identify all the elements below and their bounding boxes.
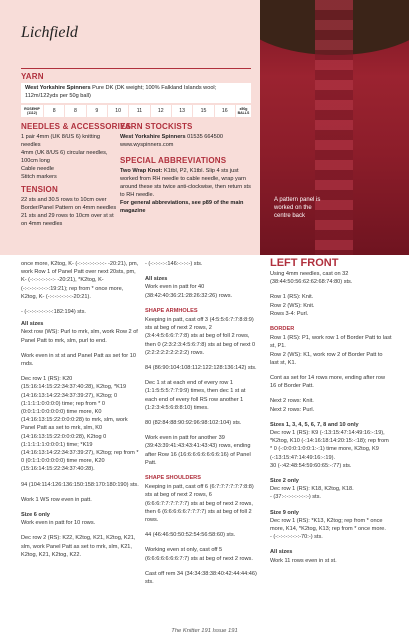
stockist-phone: 01535 664500 (187, 134, 223, 140)
row-line: Row 1 (RS): P1, work row 1 of Border Patt to last st, P1. (270, 335, 392, 350)
subhead: Size 9 only (270, 509, 299, 516)
section-title: LEFT FRONT (270, 257, 339, 269)
size-cell: 9 (86, 105, 107, 117)
size-cell: 8 (64, 105, 85, 117)
row-line: Next 2 rows: Knit. (270, 398, 314, 405)
row-line: Next 2 rows: Purl. (270, 406, 315, 413)
needles-heading: NEEDLES & ACCESSORIES (21, 122, 132, 131)
para: Dec row 1 (RS): K20 (15:16:14:15:22:34:37:40:28), K2tog, *K19 (14:16:13:14:22:34:37:39:27), K2tog; 0 (1:1:1:1:0:0:0:0) time; rep from * 0 (0:0:1:1:0:0:0:0:0) time more, K0 (14:16:13:15:22:0:0:0:28) to mrk, slm, work Panel Patt as set to mrk, slm, K0 (14:16:13:15:22:0:0:0:28), K2tog 0 (1:1:1:1:1:0:0:0:1) time; *K19 (14:16:13:14:22:34:37:39:27), K2tog; rep from * 0 (0:1:1:0:0:0:0:0) time more, K20 (15:16:14:15:22:34:37:40:28). (21, 376, 139, 473)
section-heading: SHAPE ARMHOLES (145, 307, 198, 314)
abbrev-more: For general abbreviations, see (120, 200, 201, 206)
column-3 (270, 256, 392, 565)
para: - (-:-:-:-:-:146:-:-:-:-) sts. (145, 261, 203, 267)
subhead: Size 6 only (21, 512, 50, 519)
stockists-text (120, 133, 255, 149)
para: 94 (104:114:126:136:150:158:170:180:190) sts. (21, 481, 139, 488)
section-heading: SHAPE SHOULDERS (145, 475, 201, 482)
pattern-title: Lichfield (21, 24, 78, 41)
needles-line: Cable needle (21, 166, 54, 172)
tension-line: 21 sts and 29 rows to 10cm over st st on 4mm needles (21, 213, 114, 227)
para: - (37:-:-:-:-:-:-:-:-) sts. (270, 494, 321, 501)
subhead: All sizes (145, 276, 168, 283)
needles-line: Stitch markers (21, 174, 57, 180)
row-line: Row 2 (WS): Knit. (270, 302, 315, 309)
needles-list (21, 133, 117, 181)
para: Work 11 rows even in st st. (270, 557, 337, 564)
size-cell: 13 (171, 105, 192, 117)
abbrev-heading: SPECIAL ABBREVIATIONS (120, 156, 227, 165)
para: - (-:-:-:-:-:-:-:-70:-) sts. (270, 534, 323, 541)
para: Work 1 WS row even in patt. (21, 496, 92, 503)
subhead: Sizes 1, 3, 4, 5, 6, 7, 8 and 10 only (270, 421, 359, 428)
tension-heading: TENSION (21, 185, 58, 194)
para: 84 (86:90:104:108:112:122:128:136:142) sts. (145, 365, 257, 372)
para: Next row (WS): Purl to mrk, slm, work Row 2 of Panel Patt to mrk, slm, purl to end. (21, 329, 138, 344)
para: 44 (46:46:50:50:52:54:56:58:60) sts. (145, 532, 236, 539)
photo-caption: A pattern panel is worked on the centre back (274, 197, 321, 219)
row-line: Rows 3-4: Purl. (270, 310, 309, 317)
subhead: All sizes (21, 321, 44, 328)
para: Dec row 2 (RS): K22, K2tog, K21, K2tog, K21, slm, work Panel Patt as set to mrk, slm, K21, K2tog, K21, K2tog, K22. (21, 535, 136, 558)
garment-photo (260, 0, 409, 255)
row-line: Row 2 (WS): K1, work row 2 of Border Patt to last st, K1. (270, 351, 383, 366)
size-cell: 12 (150, 105, 171, 117)
yarn-spec: Pure DK (DK weight; 100% Falkland Islands wool; 112m/122yds per 50g ball) (25, 85, 217, 99)
size-cell: 16 (214, 105, 235, 117)
para: Dec 1 st at each end of every row 1 (1:1:5:5:5:7:7:9:9) times, then dec 1 st at each end of every foll RS row another 1 (1:2:3:4:5:6:8:8:10) times. (145, 380, 246, 411)
size-cell: 10 (107, 105, 128, 117)
para: 30 (-:42:48:54:59:60:65:-:77) sts. (270, 462, 352, 469)
row-line: Row 1 (RS): Knit. (270, 294, 314, 301)
abbrev-term: Two Wrap Knot: (120, 168, 163, 174)
para: - (-:-:-:-:-:-:-:-:182:194) sts. (21, 309, 86, 316)
abbrev-def: K1tbl, P2, K1tbl. Slip 4 sts just worked from RH needle to cable needle, wrap yarn around these sts twice anti-clockwise, then return sts to RH needle. (120, 168, 251, 198)
size-cell: 11 (128, 105, 149, 117)
abbrev-text (120, 167, 255, 215)
para: Keeping in patt, cast off 3 (4:5:5:6:7:7:8:8:9) sts at beg of next 2 rows, 2 (3:4:4:5:6:6:7:7:8) sts at beg of foll 2 rows, then 0 (2:3:2:3:4:5:6:7:8) sts at beg of next 0 (2:2:2:2:2:2:2:2:2) rows. (145, 317, 256, 356)
needles-line: 1 pair 4mm (UK 8/US 6) knitting needles (21, 134, 100, 148)
para: once more, K2tog, K- (-:-:-:-:-:-:-:-:- -20:21), pm, work Row 1 of Panel Patt over next 20sts, pm, K- (-:-:-:-:-:-:-:- -20:21), *K2tog, K- (-:-:-:-:-:-:-:-:19:21); rep from * once more, K2tog, K- (-:-:-:-:-:-:-:-20:21). (21, 261, 139, 300)
para: Using 4mm needles, cast on 32 (38:44:50:56:62:62:68:74:80) sts. (270, 271, 353, 286)
tension-line: 22 sts and 30.5 rows to 10cm over Border/Panel Pattern on 4mm needles (21, 197, 117, 211)
abbrev-more-tail: of the main magazine (120, 200, 244, 214)
abbrev-page-link[interactable]: p89 (202, 200, 213, 206)
para: Work even in st st and Panel Patt as set for 10 rnds. (21, 352, 136, 368)
yarn-brand: West Yorkshire Spinners (25, 85, 91, 91)
tension-text (21, 196, 117, 228)
stockists-heading: YARN STOCKISTS (120, 122, 193, 131)
para: Work even in patt for 10 rows. (21, 520, 96, 527)
para: Dec row 1 (RS): K18, K2tog, K18. (270, 486, 354, 493)
para: Cont as set for 14 rows more, ending after row 16 of Border Patt. (270, 375, 386, 390)
yarn-size-table (21, 105, 251, 117)
size-cell: 8 (43, 105, 64, 117)
para: Keeping in patt, cast off 6 (6:7:7:7:7:7:7:8:8) sts at beg of next 2 rows, 6 (6:6:6:7:7:7:7:7:7) sts at beg of next 2 rows, then 6 (6:6:6:6:6:7:7:7:7) sts at beg of foll 2 rows. (145, 484, 254, 524)
para: Cast off rem 34 (34:34:38:38:40:42:44:44:46) sts. (145, 570, 257, 586)
subhead: Size 2 only (270, 478, 299, 485)
rosehip-label: ROSEHIP (1112) (24, 107, 40, 115)
needles-line: 4mm (UK 8/US 6) circular needles, 100cm long (21, 150, 108, 164)
size-cell: 15 (192, 105, 213, 117)
para: 80 (82:84:88:90:92:96:98:102:104) sts. (145, 420, 242, 427)
column-2 (145, 260, 257, 593)
column-1 (21, 260, 139, 566)
para: Working even st only, cast off 5 (6:6:6:6:6:6:6:7:7) sts at beg of next 2 rows. (145, 547, 253, 562)
section-heading: BORDER (270, 326, 295, 333)
subhead: All sizes (270, 549, 293, 556)
para: Dec row 1 (RS): *K13, K2tog; rep from * once more, K14, *K2tog, K13; rep from * once more. (270, 517, 386, 533)
stockist-brand: West Yorkshire Spinners (120, 134, 186, 140)
yarn-description (21, 83, 251, 103)
para: Work even in patt for 40 (38:42:40:36:21:28:26:32:26) rows. (145, 284, 233, 299)
para: Work even in patt for another 39 (39:43:39:41:43:43:41:43:43) rows, ending after Row 16 (16:6:6:6:6:6:6:6:16) of Panel Patt. (145, 435, 251, 466)
yarn-heading: YARN (21, 72, 44, 81)
title-divider (21, 68, 251, 69)
stockist-url[interactable]: www.wyspinners.com (120, 142, 174, 148)
page-footer: The Knitter 191 Issue 191 (171, 628, 238, 634)
balls-label: x50g BALLS (235, 105, 251, 117)
para: Dec row 1 (RS): K9 (-:13:15:47:14:49:16:-:19), *K2tog, K10 (-:14:16:18:14:20:15:-:18); rep from * 0 (-:0:0:0:1:0:0:1:-:1) time more, K2tog, K9 (-:13:15:47:14:49:16:-:19). (270, 430, 389, 461)
